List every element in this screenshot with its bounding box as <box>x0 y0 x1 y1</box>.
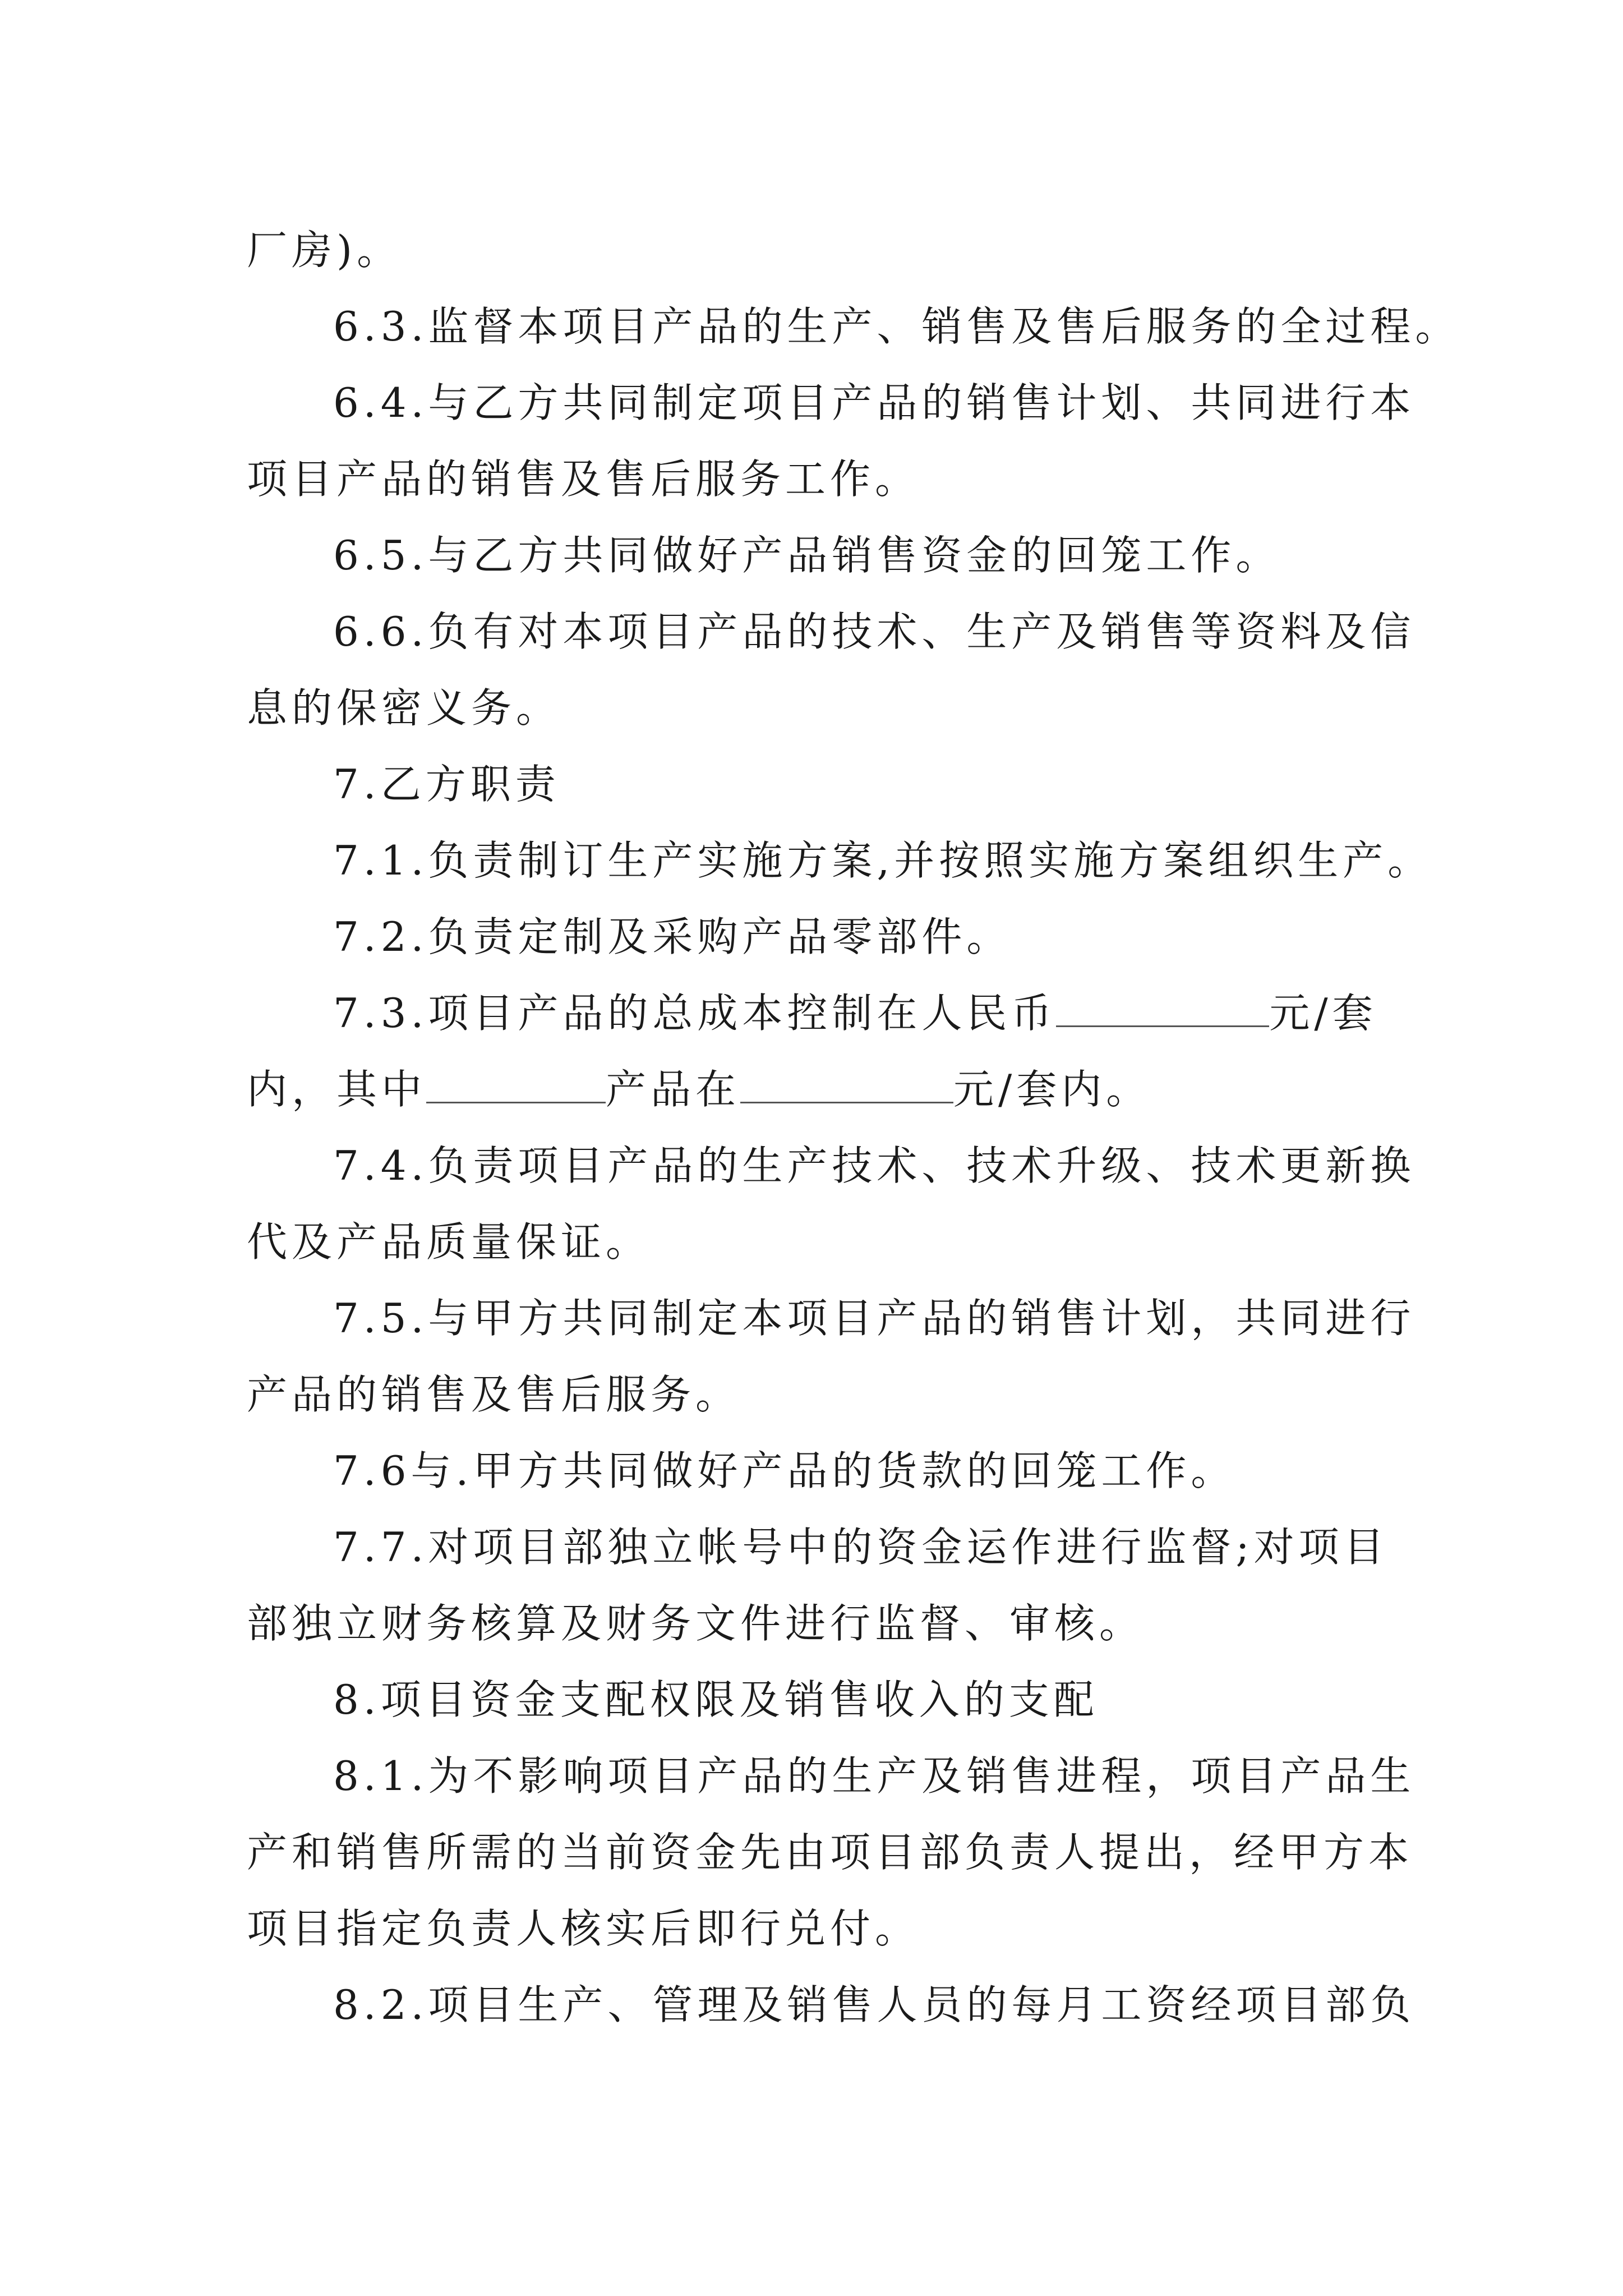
fill-in-blank-product-name[interactable] <box>426 1066 606 1103</box>
section-heading: 8.项目资金支配权限及销售收入的支配 <box>333 1676 1099 1723</box>
paragraph-line: 6.4.与乙方共同制定项目产品的销售计划、共同进行本 <box>333 379 1415 426</box>
paragraph-line: 部独立财务核算及财务文件进行监督、审核。 <box>247 1600 1145 1647</box>
paragraph-line: 8.2.项目生产、管理及销售人员的每月工资经项目部负 <box>333 1981 1415 2028</box>
paragraph-line: 产和销售所需的当前资金先由项目部负责人提出，经甲方本 <box>247 1829 1414 1876</box>
paragraph-line: 6.5.与乙方共同做好产品销售资金的回笼工作。 <box>333 532 1281 579</box>
paragraph-line: 8.1.为不影响项目产品的生产及销售进程，项目产品生 <box>333 1752 1415 1800</box>
paragraph-line: 项目指定负责人核实后即行兑付。 <box>247 1905 920 1952</box>
cost-line-prefix: 7.3.项目产品的总成本控制在人民币 <box>333 990 1057 1037</box>
paragraph-line: 7.1.负责制订生产实施方案,并按照实施方案组织生产。 <box>333 837 1433 884</box>
paragraph-line: 7.7.对项目部独立帐号中的资金运作进行监督;对项目 <box>333 1524 1389 1571</box>
section-heading: 7.乙方职责 <box>333 761 560 808</box>
paragraph-line: 7.5.与甲方共同制定本项目产品的销售计划，共同进行 <box>333 1295 1415 1342</box>
paragraph-line: 6.6.负有对本项目产品的技术、生产及销售等资料及信 <box>333 608 1415 655</box>
paragraph-line: 7.2.负责定制及采购产品零部件。 <box>333 913 1012 960</box>
paragraph-line: 息的保密义务。 <box>247 684 561 731</box>
paragraph-line: 项目产品的销售及售后服务工作。 <box>247 455 920 503</box>
cost-line <box>247 975 1380 1051</box>
cost-line2-part1: 内，其中 <box>247 1066 427 1113</box>
paragraph-line: 产品的销售及售后服务。 <box>247 1371 741 1418</box>
paragraph-line: 7.4.负责项目产品的生产技术、技术升级、技术更新换 <box>333 1142 1415 1189</box>
paragraph-line: 7.6与.甲方共同做好产品的货款的回笼工作。 <box>333 1447 1236 1494</box>
cost-line2-part3: 元/套内。 <box>953 1066 1151 1113</box>
cost-line-suffix: 元/套 <box>1269 990 1377 1037</box>
paragraph-line: 厂房)。 <box>247 227 402 274</box>
cost-line2-part2: 产品在 <box>606 1066 741 1113</box>
cost-line-continued <box>247 1051 1380 1128</box>
fill-in-blank-total-cost[interactable] <box>1056 990 1269 1027</box>
paragraph-line: 代及产品质量保证。 <box>247 1218 651 1266</box>
document-body <box>247 212 1460 2043</box>
fill-in-blank-product-cost[interactable] <box>740 1066 953 1103</box>
paragraph-line: 6.3.监督本项目产品的生产、销售及售后服务的全过程。 <box>333 303 1460 350</box>
